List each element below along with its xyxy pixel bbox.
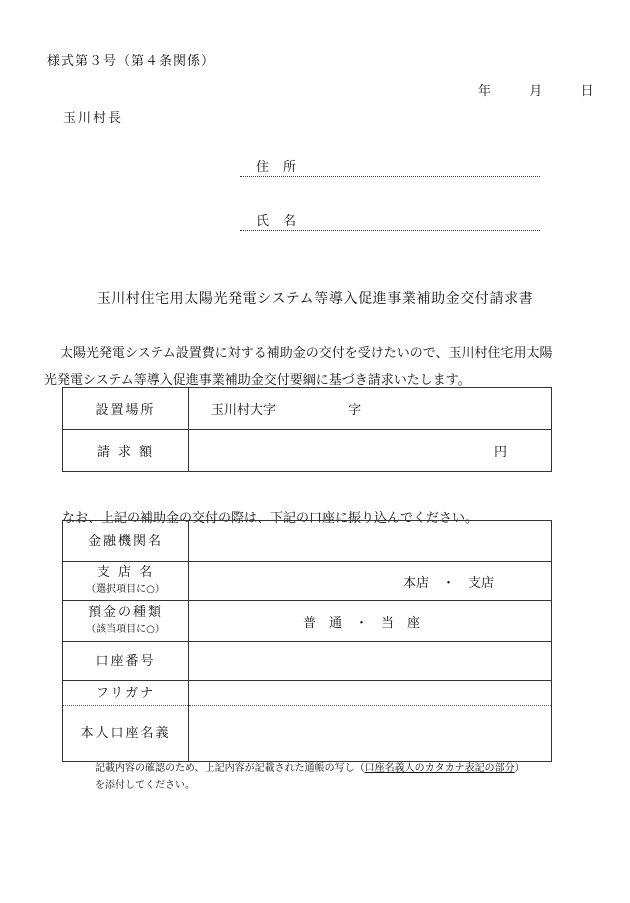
footnote-before: 記載内容の確認のため、上記内容が記載された通帳の写し（ [95, 763, 365, 774]
deposit-type-sub-label: （該当項目に○） [86, 624, 165, 635]
branch-label: 支 店 名 [96, 565, 155, 580]
form-number: 様式第３号（第４条関係） [47, 54, 216, 69]
table-row [63, 706, 552, 762]
date-day: 日 [580, 84, 594, 99]
deposit-type-options: 普 通 ・ 当 座 [303, 615, 421, 631]
branch-label-cell [63, 562, 189, 601]
date-row [478, 80, 594, 99]
deposit-type-label: 預金の種類 [87, 605, 163, 620]
footnote-underlined: 口座名義人のカタカナ表記の部分 [364, 763, 515, 774]
location-aza: 字 [348, 403, 362, 418]
deposit-type-label-cell [63, 601, 189, 642]
address-label: 住所 [256, 160, 311, 175]
furigana-field[interactable] [189, 681, 552, 706]
amount-field[interactable] [189, 430, 552, 472]
body-text [44, 340, 594, 394]
addressee: 玉川村長 [63, 111, 124, 126]
branch-options: 本店 ・ 支店 [403, 575, 495, 591]
account-holder-field[interactable] [189, 706, 552, 762]
branch-sub-label: （選択項目に○） [86, 584, 165, 595]
transfer-note: なお、上記の補助金の交付の際は、下記の口座に振り込んでください。 [62, 511, 479, 526]
branch-field[interactable] [189, 562, 552, 601]
date-year: 年 [478, 84, 492, 99]
bank-name-field[interactable] [189, 521, 552, 562]
account-holder-label: 本人口座名義 [63, 706, 189, 762]
amount-unit: 円 [493, 445, 507, 460]
name-label: 氏名 [256, 214, 311, 229]
body-line-1: 太陽光発電システム設置費に対する補助金の交付を受けたいので、玉川村住宅用太陽 [60, 346, 553, 361]
amount-label: 請 求 額 [63, 430, 189, 472]
name-field[interactable] [240, 208, 540, 231]
furigana-label: フリガナ [63, 681, 189, 706]
body-line-2: 光発電システム等導入促進事業補助金交付要綱に基づき請求いたします。 [44, 373, 471, 388]
table-row [63, 430, 552, 472]
location-field[interactable] [189, 388, 552, 430]
table-row [63, 521, 552, 562]
page-title: 玉川村住宅用太陽光発電システム等導入促進事業補助金交付請求書 [96, 291, 534, 307]
location-label: 設置場所 [63, 388, 189, 430]
footnote-after: ） [514, 763, 525, 774]
table-row [63, 642, 552, 681]
table-row [63, 601, 552, 642]
address-field[interactable] [240, 154, 540, 177]
deposit-type-field[interactable] [189, 601, 552, 642]
date-month: 月 [529, 84, 543, 99]
bank-name-label: 金融機関名 [63, 521, 189, 562]
table-row [63, 388, 552, 430]
footnote-line-1 [95, 760, 595, 777]
account-number-field[interactable] [189, 642, 552, 681]
account-number-label: 口座番号 [63, 642, 189, 681]
claim-table [62, 387, 552, 472]
bank-account-table [62, 520, 552, 762]
footnote-line-2: を添付してください。 [95, 780, 195, 791]
table-row [63, 681, 552, 706]
table-row [63, 562, 552, 601]
footnote [95, 760, 595, 794]
location-village: 玉川村大字 [211, 403, 277, 418]
